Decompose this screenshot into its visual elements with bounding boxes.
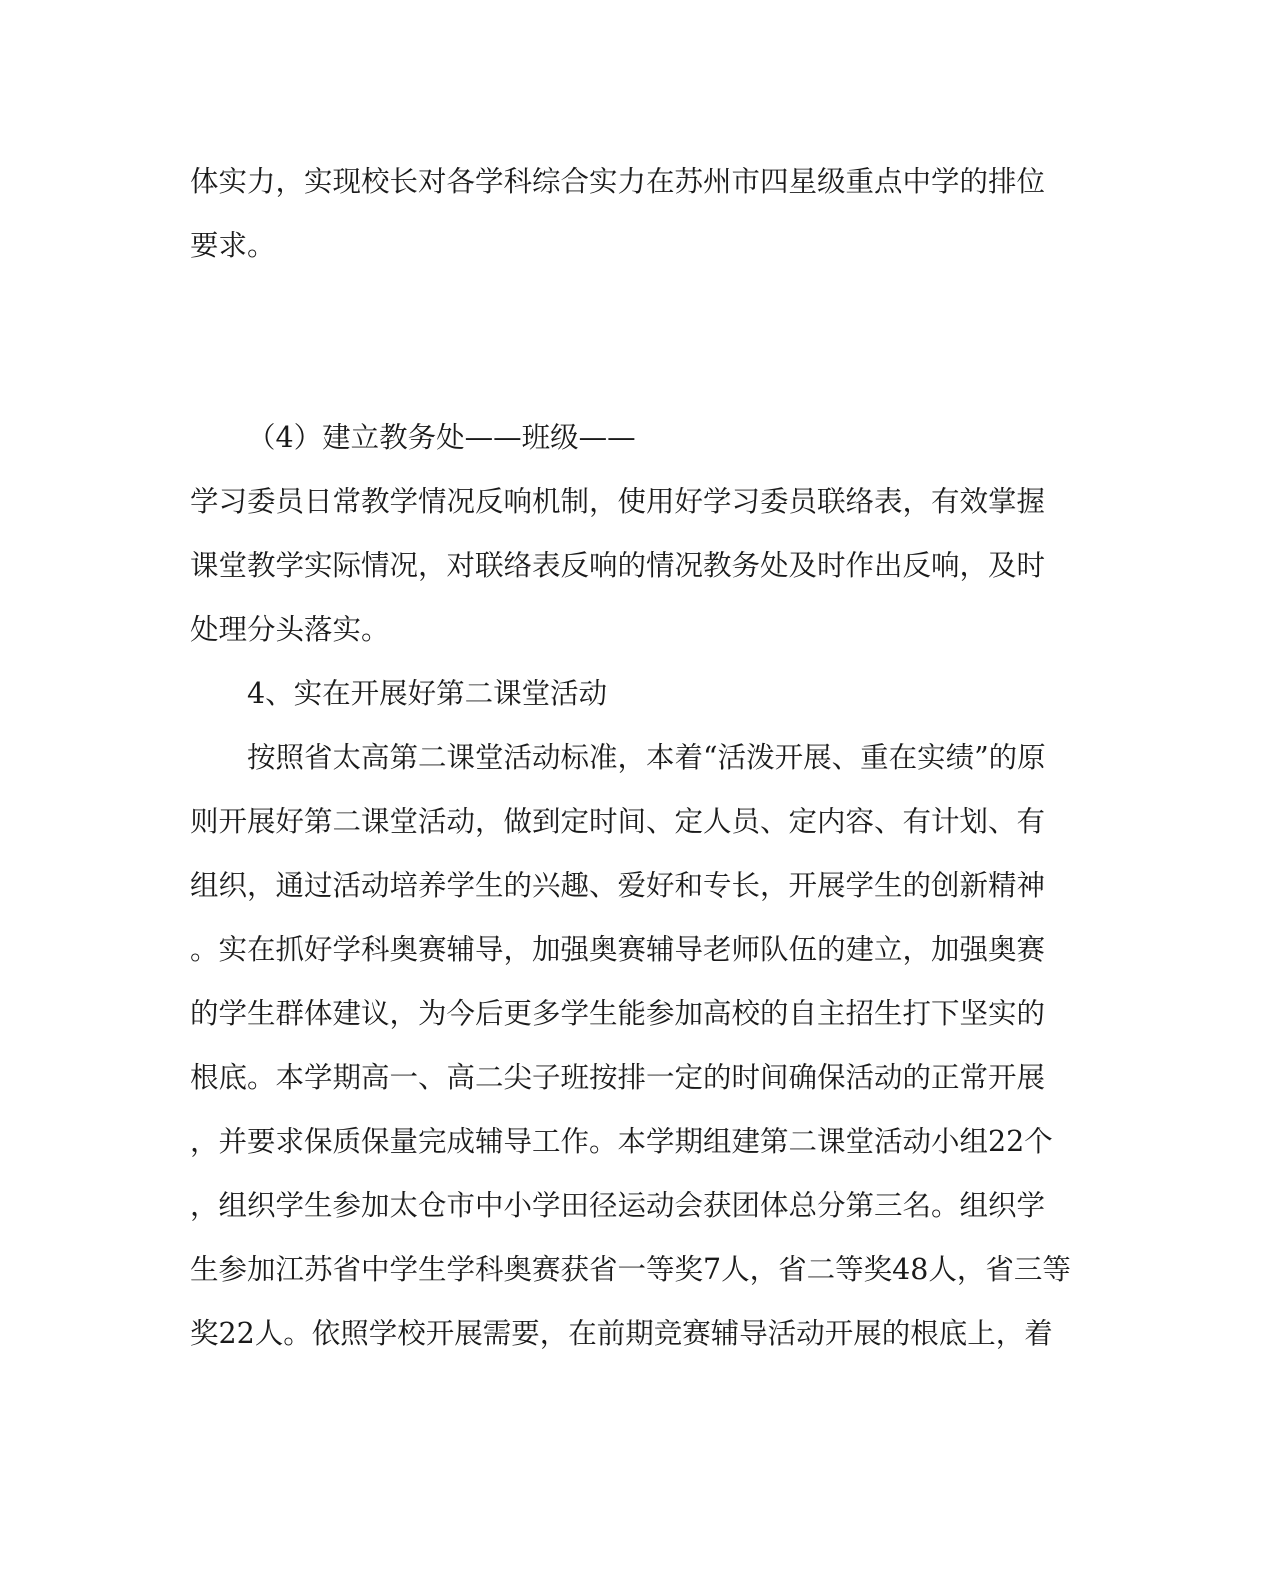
text-line: 奖22人。依照学校开展需要，在前期竞赛辅导活动开展的根底上，着	[190, 1317, 1053, 1350]
text-line: ，组织学生参加太仓市中小学田径运动会获团体总分第三名。组织学	[190, 1189, 1046, 1222]
text-line: 学习委员日常教学情况反响机制，使用好学习委员联络表，有效掌握	[190, 485, 1046, 518]
text-line: 的学生群体建议，为今后更多学生能参加高校的自主招生打下坚实的	[190, 997, 1046, 1030]
text-line: 生参加江苏省中学生学科奥赛获省一等奖7人，省二等奖48人，省三等	[190, 1253, 1071, 1286]
text-line: 组织，通过活动培养学生的兴趣、爱好和专长，开展学生的创新精神	[190, 869, 1046, 902]
text-line: 按照省太高第二课堂活动标准，本着“活泼开展、重在实绩”的原	[247, 741, 1046, 774]
text-line: 处理分头落实。	[190, 613, 390, 646]
text-line: 则开展好第二课堂活动，做到定时间、定人员、定内容、有计划、有	[190, 805, 1046, 838]
text-line: 课堂教学实际情况，对联络表反响的情况教务处及时作出反响，及时	[190, 549, 1046, 582]
text-line: 要求。	[190, 229, 276, 262]
section-heading: 4、实在开展好第二课堂活动	[247, 677, 608, 710]
text-line: 体实力，实现校长对各学科综合实力在苏州市四星级重点中学的排位	[190, 165, 1046, 198]
section-heading: （4）建立教务处——班级——	[247, 421, 636, 454]
text-line: 根底。本学期高一、高二尖子班按排一定的时间确保活动的正常开展	[190, 1061, 1046, 1094]
text-line: 。实在抓好学科奥赛辅导，加强奥赛辅导老师队伍的建立，加强奥赛	[190, 933, 1046, 966]
text-line: ，并要求保质保量完成辅导工作。本学期组建第二课堂活动小组22个	[190, 1125, 1053, 1158]
